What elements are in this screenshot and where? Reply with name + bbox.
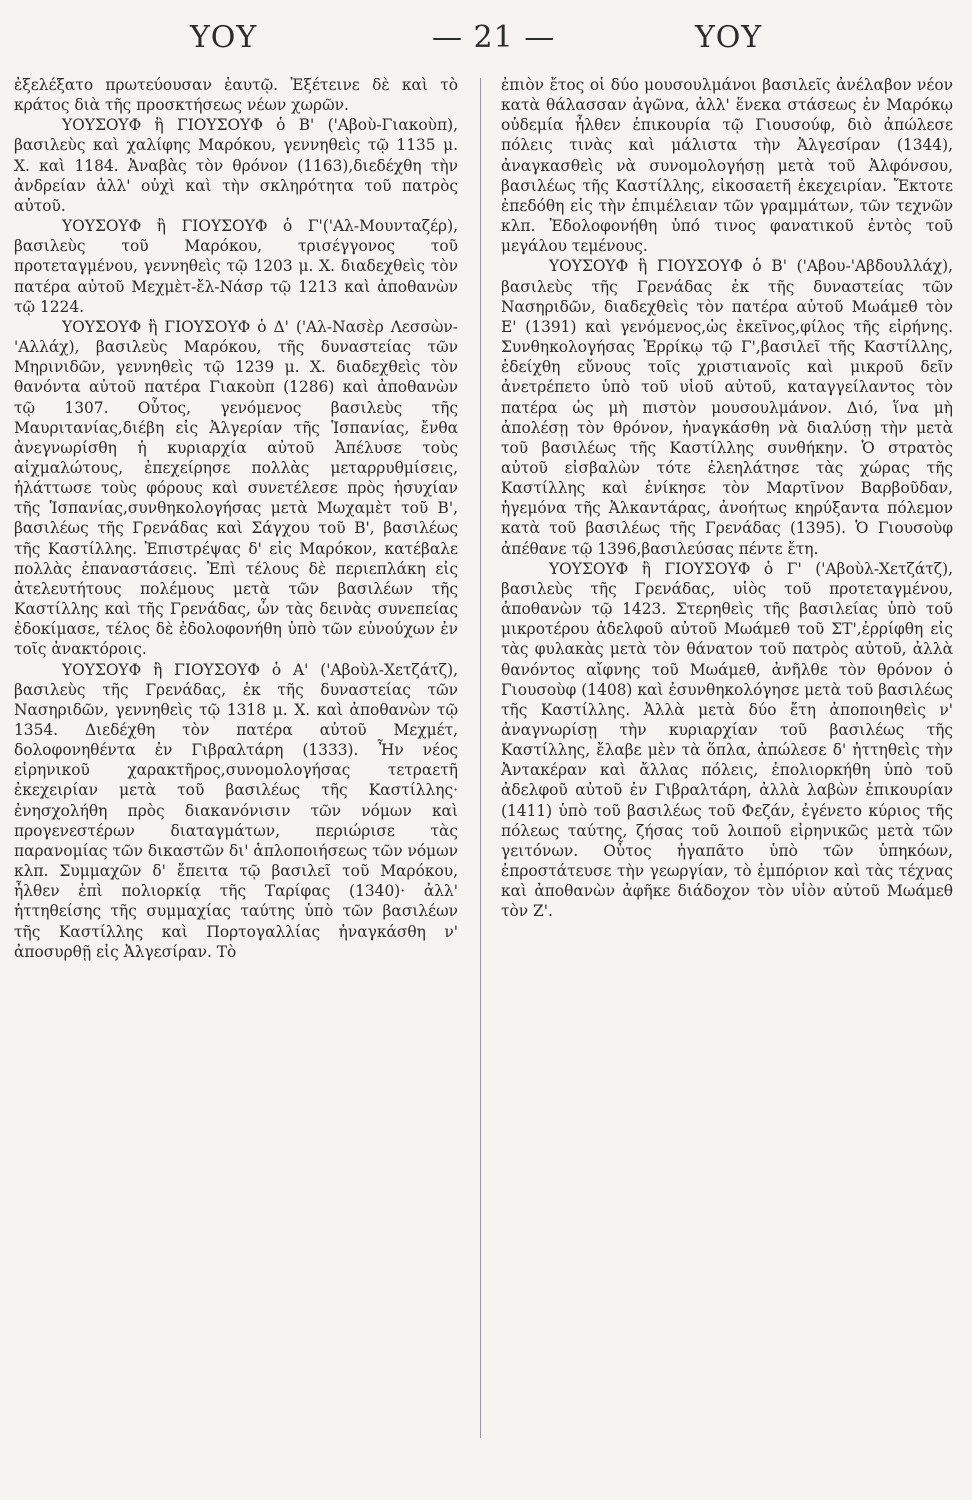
entry-yusuf-ii-morocco: ΥΟΥΣΟΥΦ ἢ ΓΙΟΥΣΟΥΦ ὁ Β' ('Αβοὺ-Γιακοὺπ), βασιλεὺς καὶ χαλίφης Μαρόκου, γεννηθεὶς τῷ 1135 μ. Χ. καὶ 1184. Ἀναβὰς τὸν θρόνον (1163),διεδέχθη τὴν ἀνδρείαν ἀλλ' οὐχὶ καὶ τὴν σκληρότητα τοῦ πατρὸς αὐτοῦ. bbox=[14, 116, 458, 215]
page-number: — 21 — bbox=[432, 20, 556, 55]
entry-yusuf-i-granada: ΥΟΥΣΟΥΦ ἢ ΓΙΟΥΣΟΥΦ ὁ Α' ('Αβοὺλ-Χετζάτζ), βασιλεὺς τῆς Γρενάδας, ἐκ τῆς δυναστείας τῶν Νασηριδῶν, γεννηθεὶς τῷ 1318 μ. Χ. καὶ ἀποθανὼν τῷ 1354. Διεδέχθη τὸν πατέρα αὐτοῦ Μεχμέτ, δολοφονηθέντα ἐν Γιβραλτάρη (1333). Ἦν νέος εἰρηνικοῦ χαρακτῆρος,συνομολογήσας τετραετῆ ἐκεχειρίαν μετὰ τοῦ βασιλέως τῆς Καστίλλης· ἐνησχολήθη πρὸς διακανόνισιν τῶν νόμων καὶ προγενεστέρων διαταγμάτων, περιώρισε τὰς παρανομίας τῶν δικαστῶν δι' ἁπλοποιήσεως τῶν νόμων κλπ. Συμμαχῶν δ' ἔπειτα τῷ βασιλεῖ τοῦ Μαρόκου, ἦλθεν ἐπὶ πολιορκίᾳ τῆς Ταρίφας (1340)· ἀλλ' ἡττηθείσης τῆς συμμαχίας ταύτης ὑπὸ τῶν βασιλέων τῆς Καστίλλης καὶ Πορτογαλλίας ἠναγκάσθη ν' ἀποσυρθῇ εἰς Ἀλγεσίραν. Τὸ bbox=[14, 660, 458, 961]
entry-yusuf-iii-granada: ΥΟΥΣΟΥΦ ἢ ΓΙΟΥΣΟΥΦ ὁ Γ' ('Αβοὺλ-Χετζάτζ), βασιλεὺς τῆς Γρενάδας, υἱὸς τοῦ προτεταγμένου, ἀποθανὼν τῷ 1423. Στερηθεὶς τῆς βασιλείας ὑπὸ τοῦ μικροτέρου ἀδελφοῦ αὐτοῦ Μωάμεθ τοῦ ΣΤ',ἐρρίφθη εἰς τὰς φυλακὰς μετὰ τὸν θάνατον τοῦ πατρὸς αὐτοῦ, ἀλλὰ θανόντος αἴφνης τοῦ Μωάμεθ, ἀνῆλθε τὸν θρόνον ὁ Γιουσοὺφ (1408) καὶ ἐσυνθηκολόγησε μετὰ τοῦ βασιλέως τῆς Καστίλλης. Ἀλλὰ μετὰ δύο ἔτη ἀποποιηθεὶς ν' ἀναγνωρίσῃ τὴν κυριαρχίαν τοῦ βασιλέως τῆς Καστίλλης, ἔλαβε μὲν τὰ ὅπλα, ἀπώλεσε δ' ἡττηθεὶς τὴν Ἀντακέραν καὶ ἄλλας πόλεις, ἐπολιορκήθη ὑπὸ τοῦ ἀδελφοῦ αὐτοῦ ἐν Γιβραλτάρη, ἀλλὰ λαβὼν ἐπικουρίαν (1411) ὑπὸ τοῦ βασιλέως τοῦ Φεζάν, ἐγένετο κύριος τῆς πόλεως ταύτης, ζήσας τοῦ λοιποῦ εἰρηνικῶς μετὰ τῶν γειτόνων. Οὗτος ἠγαπᾶτο ὑπὸ τῶν ὑπηκόων, ἐπροστάτευσε τὴν γεωργίαν, τὸ ἐμπόριον καὶ τὰς τέχνας καὶ ἀποθανὼν ἀφῆκε διάδοχον τὸν υἱὸν αὐτοῦ Μωάμεθ τὸν Ζ'. bbox=[501, 559, 953, 921]
entry-continuation: ἐπιὸν ἔτος οἱ δύο μουσουλμάνοι βασιλεῖς ἀνέλαβον νέον κατὰ θάλασσαν ἀγῶνα, ἀλλ' ἕνεκα στάσεως ἐν Μαρόκῳ οὐδεμία ἦλθεν ἐπικουρία τῷ Γιουσούφ, διὸ ἀπώλεσε πόλεις τινὰς καὶ μάλιστα τὴν Ἀλγεσίραν (1344), ἀναγκασθεὶς νὰ συνομολογήσῃ μετὰ τοῦ Ἀλφόνσου, βασιλέως τῆς Καστίλλης, εἰκοσαετῆ ἐκεχειρίαν. Ἔκτοτε ἐπεδόθη εἰς τὴν ἐπιμέλειαν τῶν γραμμάτων, τῶν τεχνῶν κλπ. Ἐδολοφονήθη ὑπό τινος φανατικοῦ ἐντὸς τοῦ μεγάλου τεμένους. bbox=[501, 76, 953, 256]
column-divider bbox=[480, 78, 481, 1438]
running-head-left: ΥΟΥ bbox=[190, 20, 258, 55]
entry-continuation: ἐξελέξατο πρωτεύουσαν ἑαυτῷ. Ἐξέτεινε δὲ καὶ τὸ κράτος διὰ τῆς προσκτήσεως νέων χωρῶν. bbox=[14, 76, 458, 115]
entry-yusuf-ii-granada: ΥΟΥΣΟΥΦ ἢ ΓΙΟΥΣΟΥΦ ὁ Β' ('Αβου-'Αβδουλλάχ), βασιλεὺς τῆς Γρενάδας ἐκ τῆς δυναστείας τῶν Νασηριδῶν, διαδεχθεὶς τὸν πατέρα αὐτοῦ Μωάμεθ τὸν Ε' (1391) καὶ γενόμενος,ὡς ἐκεῖνος,φίλος τῆς εἰρήνης. Συνθηκολογήσας Ἐρρίκῳ τῷ Γ',βασιλεῖ τῆς Καστίλλης, ἐδείχθη εὔνους τοῖς χριστιανοῖς καὶ μικροῦ δεῖν ἀνετρέπετο ὑπὸ τοῦ υἱοῦ αὐτοῦ, καταγγείλαντος τὸν πατέρα ὡς μὴ πιστὸν μουσουλμάνον. Διό, ἵνα μὴ ἀπολέσῃ τὸν θρόνον, ἠναγκάσθη νὰ διαλύσῃ τὴν μετὰ τοῦ βασιλέως τῆς Καστίλλης συνθήκην. Ὁ στρατὸς αὐτοῦ εἰσβαλὼν τότε ἐλεηλάτησε τὰς χώρας τῆς Καστίλλης καὶ ἐνίκησε τὸν Μαρτῖνον Βαρβοῦδαν, ἡγεμόνα τῆς Ἀλκαντάρας, ἀνοήτως κηρύξαντα πόλεμον κατὰ τοῦ βασιλέως τῆς Γρενάδας (1395). Ὁ Γιουσοὺφ ἀπέθανε τῷ 1396,βασιλεύσας πέντε ἔτη. bbox=[501, 257, 953, 558]
right-column bbox=[501, 75, 953, 922]
left-column bbox=[14, 75, 458, 962]
running-head-right: ΥΟΥ bbox=[695, 20, 763, 55]
page-header bbox=[0, 20, 972, 64]
entry-yusuf-iii-morocco: ΥΟΥΣΟΥΦ ἢ ΓΙΟΥΣΟΥΦ ὁ Γ'('Αλ-Μουνταζέρ), βασιλεὺς τοῦ Μαρόκου, τρισέγγονος τοῦ προτεταγμένου, γεννηθεὶς τῷ 1203 μ. Χ. διαδεχθεὶς τὸν πατέρα αὐτοῦ Μεχμὲτ-ἔλ-Νάσρ τῷ 1213 καὶ ἀποθανὼν τῷ 1224. bbox=[14, 217, 458, 316]
entry-yusuf-iv-morocco: ΥΟΥΣΟΥΦ ἢ ΓΙΟΥΣΟΥΦ ὁ Δ' ('Αλ-Νασὲρ Λεσσὼν-'Αλλάχ), βασιλεὺς Μαρόκου, τῆς δυναστείας τῶν Μηρινιδῶν, γεννηθεὶς τῷ 1239 μ. Χ. διαδεχθεὶς τὸν θανόντα αὐτοῦ πατέρα Γιακοὺπ (1286) καὶ ἀποθανὼν τῷ 1307. Οὗτος, γενόμενος βασιλεὺς τῆς Μαυριτανίας,διέβη εἰς Ἀλγερίαν τῆς Ἱσπανίας, ἔνθα ἀνεγνωρίσθη ἡ κυριαρχία αὐτοῦ Ἀπέλυσε τοὺς αἰχμαλώτους, ἐπεχείρησε πολλὰς μεταρρυθμίσεις, ἠλάττωσε τοὺς φόρους καὶ συνετέλεσε πρὸς ἡσυχίαν τῆς Ἱσπανίας,συνθηκολογήσας μετὰ Μωχαμὲτ τοῦ Β', βασιλέως τῆς Γρενάδας καὶ Σάγχου τοῦ Β', βασιλέως τῆς Καστίλλης. Ἐπιστρέψας δ' εἰς Μαρόκον, κατέβαλε πολλὰς ἐπαναστάσεις. Ἐπὶ τέλους δὲ περιεπλάκη εἰς ἀτελευτήτους πολέμους μετὰ τῶν βασιλέων τῆς Καστίλλης καὶ τῆς Γρενάδας, ὧν τὰς δεινὰς συνεπείας ἐδοκίμασε, τέλος δὲ ἐδολοφονήθη ὑπὸ τῶν εὐνούχων ἐν τοῖς ἀνακτόροις. bbox=[14, 317, 458, 659]
